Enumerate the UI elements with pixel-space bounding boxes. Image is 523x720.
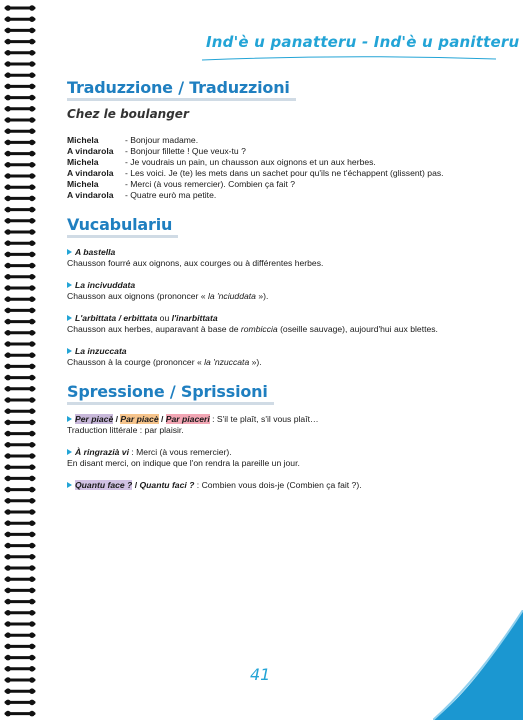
spiral-ring [5, 84, 35, 90]
expression-term: À ringrazià vi [75, 447, 129, 457]
spiral-ring [5, 39, 35, 45]
definition-text: »). [249, 357, 262, 367]
expressions-section [67, 382, 487, 491]
dialogue-line [67, 157, 487, 168]
speaker: A vindarola [67, 190, 114, 200]
spiral-ring [5, 408, 35, 414]
spiral-ring [5, 341, 35, 347]
dialogue-line [67, 179, 487, 190]
spiral-ring [5, 554, 35, 560]
translation-heading: Traduzzione / Traduzzioni [67, 78, 296, 101]
spiral-ring [5, 565, 35, 571]
definition-text: Chausson aux herbes, auparavant à base de [67, 324, 241, 334]
spiral-ring [5, 386, 35, 392]
separator: / [132, 480, 140, 490]
spiral-ring [5, 666, 35, 672]
spiral-ring [5, 28, 35, 34]
speaker: A vindarola [67, 168, 114, 178]
vocab-term-alt: l'inarbittata [171, 313, 218, 323]
spiral-ring [5, 711, 35, 717]
expression-meaning: : Merci (à vous remercier). [128, 447, 232, 457]
expression-meaning: : Combien vous dois-je (Combien ça fait ?). [194, 480, 362, 490]
dialogue-line [67, 168, 487, 179]
bullet-arrow-icon [67, 249, 72, 255]
plant-name: rombiccia [240, 324, 278, 334]
page-number: 41 [250, 665, 271, 684]
spiral-ring [5, 207, 35, 213]
spiral-ring [5, 218, 35, 224]
separator: / [113, 414, 121, 424]
spiral-ring [5, 453, 35, 459]
spiral-ring [5, 128, 35, 134]
term-join: ou [157, 313, 172, 323]
spiral-ring [5, 285, 35, 291]
spiral-ring [5, 296, 35, 302]
spiral-ring [5, 621, 35, 627]
definition-text: Chausson aux oignons (prononcer « [67, 291, 208, 301]
expression-meaning: : S'il te plaît, s'il vous plaît… [209, 414, 319, 424]
spiral-ring [5, 644, 35, 650]
vocab-term: La incivuddata [75, 280, 136, 290]
spiral-ring [5, 240, 35, 246]
expression-variant: Par piacè [120, 414, 159, 424]
spiral-ring [5, 117, 35, 123]
expression-variant: Quantu faci ? [139, 480, 195, 490]
spiral-ring [5, 677, 35, 683]
spiral-ring [5, 61, 35, 67]
spiral-ring [5, 352, 35, 358]
speaker: Michela [67, 179, 99, 189]
spiral-ring [5, 95, 35, 101]
page-header [200, 30, 520, 64]
spiral-ring [5, 375, 35, 381]
definition-text: (oseille sauvage), aujourd'hui aux blettes. [277, 324, 438, 334]
vocabulary-section [67, 215, 487, 368]
speaker: Michela [67, 157, 99, 167]
spiral-ring [5, 576, 35, 582]
spiral-ring [5, 476, 35, 482]
spiral-ring [5, 330, 35, 336]
vocab-entry [67, 346, 487, 368]
spiral-ring [5, 319, 35, 325]
expression-variant: Par piaceri [165, 414, 210, 424]
vocab-entry [67, 247, 487, 269]
vocab-entry [67, 313, 487, 335]
line-text: - Les voici. Je (te) les mets dans un sachet pour qu'ils ne t'échappent (glissent) pas. [125, 168, 444, 178]
spiral-ring [5, 599, 35, 605]
expressions-heading: Spressione / Sprissioni [67, 382, 274, 405]
spiral-ring [5, 184, 35, 190]
spiral-ring [5, 50, 35, 56]
spiral-ring [5, 229, 35, 235]
speaker: Michela [67, 135, 99, 145]
spiral-ring [5, 464, 35, 470]
content [67, 78, 487, 491]
spiral-ring [5, 140, 35, 146]
spiral-ring [5, 655, 35, 661]
vocab-definition [67, 357, 487, 368]
spiral-ring [5, 610, 35, 616]
pronunciation: la 'nzuccata [204, 357, 250, 367]
definition-text: Chausson à la courge (prononcer « [67, 357, 205, 367]
spiral-ring [5, 173, 35, 179]
line-text: - Quatre eurò ma petite. [125, 190, 217, 200]
vocab-term: L'arbittata / erbittata [75, 313, 158, 323]
expression-note: Traduction littérale : par plaisir. [67, 425, 184, 435]
dialogue-line [67, 135, 487, 146]
expression-item [67, 414, 487, 436]
spiral-ring [5, 162, 35, 168]
spiral-ring [5, 151, 35, 157]
spiral-ring [5, 688, 35, 694]
line-text: - Bonjour madame. [125, 135, 199, 145]
spiral-ring [5, 588, 35, 594]
bullet-arrow-icon [67, 482, 72, 488]
spiral-ring [5, 520, 35, 526]
vocabulary-heading: Vucabulariu [67, 215, 178, 238]
line-text: - Je voudrais un pain, un chausson aux oignons et un aux herbes. [125, 157, 376, 167]
bullet-arrow-icon [67, 315, 72, 321]
spiral-ring [5, 364, 35, 370]
spiral-ring [5, 487, 35, 493]
expression-variant: Quantu face ? [75, 480, 133, 490]
line-text: - Merci (à vous remercier). Combien ça fait ? [125, 179, 296, 189]
bullet-arrow-icon [67, 348, 72, 354]
expression-note: En disant merci, on indique que l'on rendra la pareille un jour. [67, 458, 300, 468]
speaker: A vindarola [67, 146, 114, 156]
spiral-binding [0, 0, 40, 720]
spiral-ring [5, 632, 35, 638]
spiral-ring [5, 252, 35, 258]
vocab-definition [67, 291, 487, 302]
spiral-ring [5, 509, 35, 515]
spiral-ring [5, 263, 35, 269]
spiral-ring [5, 700, 35, 706]
translation-section [67, 78, 487, 201]
dialogue-line [67, 146, 487, 157]
dialogue-subtitle: Chez le boulanger [67, 107, 189, 121]
expression-item [67, 447, 487, 469]
page-header-title: Ind'è u panatteru - Ind'è u panitteru [206, 33, 520, 51]
vocab-definition [67, 324, 487, 335]
line-text: - Bonjour fillette ! Que veux-tu ? [125, 146, 246, 156]
dialogue-line [67, 190, 487, 201]
vocab-entry [67, 280, 487, 302]
pronunciation: la 'nciuddata [207, 291, 256, 301]
spiral-ring [5, 274, 35, 280]
expression-variant: Per piacè [75, 414, 114, 424]
bullet-arrow-icon [67, 449, 72, 455]
spiral-ring [5, 106, 35, 112]
separator: / [158, 414, 166, 424]
spiral-ring [5, 308, 35, 314]
spiral-ring [5, 5, 35, 11]
bullet-arrow-icon [67, 282, 72, 288]
spiral-ring [5, 498, 35, 504]
expression-item [67, 480, 487, 491]
spiral-ring [5, 196, 35, 202]
spiral-ring [5, 431, 35, 437]
definition-text: »). [255, 291, 269, 301]
vocab-term: A bastella [75, 247, 116, 257]
bullet-arrow-icon [67, 416, 72, 422]
spiral-ring [5, 532, 35, 538]
vocab-definition: Chausson fourré aux oignons, aux courges ou à différentes herbes. [67, 258, 324, 268]
spiral-ring [5, 72, 35, 78]
spiral-ring [5, 442, 35, 448]
spiral-ring [5, 397, 35, 403]
spiral-ring [5, 543, 35, 549]
corner-decoration [433, 610, 523, 720]
spiral-ring [5, 420, 35, 426]
vocab-term: La inzuccata [75, 346, 127, 356]
spiral-ring [5, 16, 35, 22]
dialogue [67, 135, 487, 201]
